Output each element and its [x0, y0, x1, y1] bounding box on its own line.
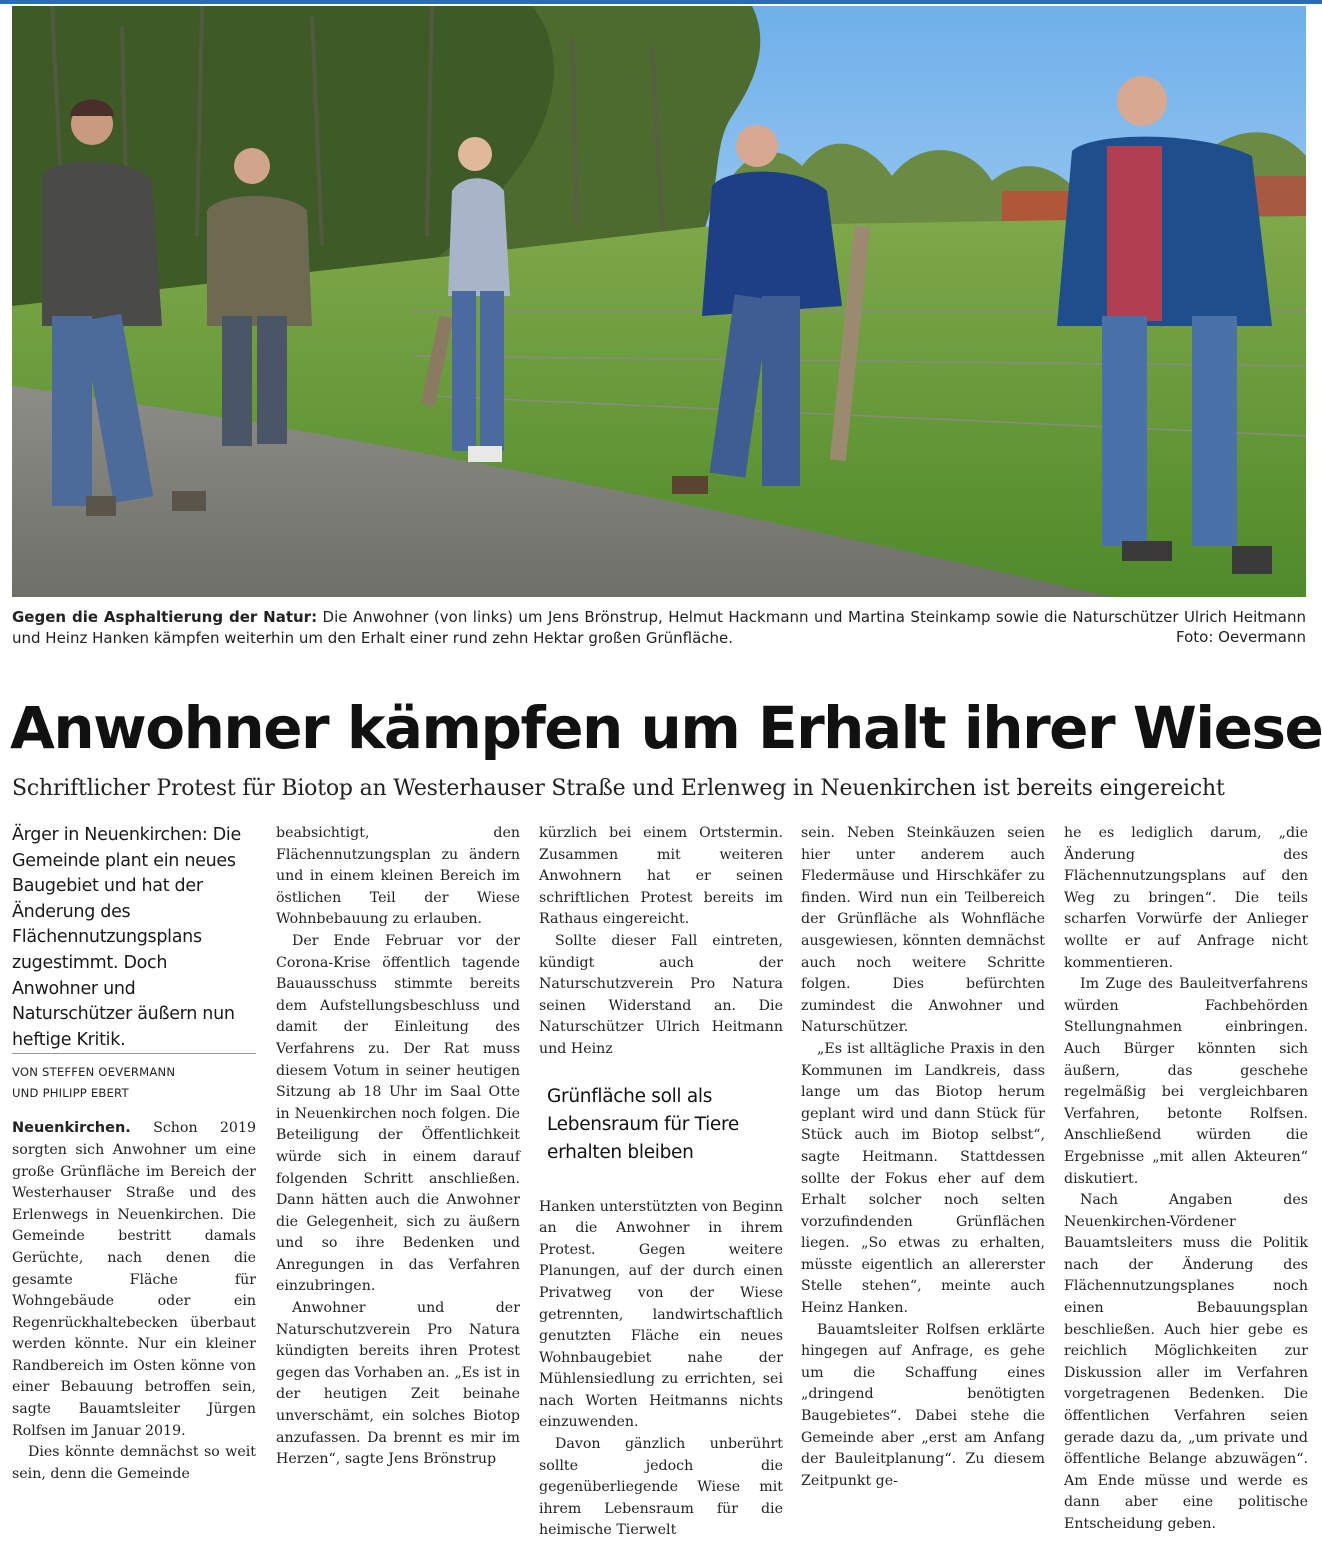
paragraph: sein. Neben Steinkäuzen seien hier unter anderem auch Fledermäuse und Hirschkäfer zu finden. Wird nun ein Teilbereich der Grünfläche als Wohnfläche ausgewiesen, könnten demnächst auch noch weitere Schritte folgen. Dies befürchten zumindest die Anwohner und Naturschützer.: [801, 825, 1045, 1036]
column-5: [1064, 823, 1308, 1536]
group-photo-icon: [12, 6, 1306, 597]
column-4: [801, 823, 1045, 1492]
column-1: [12, 823, 256, 1485]
byline-line-2: UND PHILIPP EBERT: [12, 1086, 129, 1101]
paragraph: Der Ende Februar vor der Corona-Krise öffentlich tagende Bauausschuss stimmte bereits dem Aufstellungsbeschluss und damit der Einleitung des Verfahrens zu. Der Rat muss diesem Votum in seiner heutigen Sitzung ab 18 Uhr im Saal Otte in Neuenkirchen noch folgen. Die Beteiligung der Öffentlichkeit würde sich in einem darauf folgenden Schritt anschließen. Dann hätten auch die Anwohner die Gelegenheit, sich zu äußern und so ihre Bedenken und Anregungen in das Verfahren einzubringen.: [276, 932, 520, 1295]
paragraph: he es lediglich darum, „die Änderung des Flächennutzungsplans auf den Weg zu bringen“. Die teils scharfen Vorwürfe der Anlieger wollte er auf Anfrage nicht kommentieren.: [1064, 825, 1308, 971]
dateline: Neuenkirchen.: [12, 1120, 131, 1137]
paragraph: Nach Angaben des Neuenkirchen-Vördener Bauamtsleiters muss die Politik nach der Änderung des Flächennutzungsplanes noch einen Bebauungsplan beschließen. Auch hier gebe es reichlich Möglichkeiten zur Diskussion aller im Verfahren vorgetragenen Bedenken. Die öffentlichen Verfahren seien gerade dazu da, „um private und öffentliche Belange abzuwägen“. Am Ende müsse und werde es dann aber eine politische Entscheidung geben.: [1064, 1192, 1308, 1532]
paragraph: „Es ist alltägliche Praxis in den Kommunen im Landkreis, dass lange um das Biotop herum geplant wird und dann Stück für Stück auch im Biotop selbst“, sagte Heitmann. Stattdessen sollte der Fokus eher auf dem Erhalt solcher noch selten vorzufindenden Grünflächen liegen. „So etwas zu erhalten, müsste eigentlich an allererster Stelle stehen“, meinte auch Heinz Hanken.: [801, 1040, 1045, 1317]
paragraph: kürzlich bei einem Ortstermin. Zusammen mit weiteren Anwohnern hat er seinen schriftlichen Protest bereits im Rathaus eingereicht.: [539, 825, 783, 928]
paragraph: Davon gänzlich unberührt sollte jedoch die gegenüberliegende Wiese mit ihrem Lebensraum für die heimische Tierwelt: [539, 1436, 783, 1539]
paragraph: [12, 1118, 256, 1442]
byline-rule: [12, 1053, 256, 1054]
paragraph: Bauamtsleiter Rolfsen erklärte hingegen auf Anfrage, es gehe um die Schaffung eines „dringend benötigten Baugebietes“. Dabei stehe die Gemeinde aber „erst am Anfang der Bauleitplanung“. Zu diesem Zeitpunkt ge-: [801, 1321, 1045, 1489]
caption-text: Die Anwohner (von links) um Jens Brönstrup, Helmut Hackmann und Martina Steinkamp sowie die Naturschützer Ulrich Heitmann und Heinz Hanken kämpfen weiterhin um den Erhalt einer rund zehn Hektar großen Grünfläche.: [12, 608, 1306, 647]
column-2: [276, 823, 520, 1471]
paragraph: Sollte dieser Fall eintreten, kündigt auch der Naturschutzverein Pro Natura seinen Widerstand an. Die Naturschützer Ulrich Heitmann und Heinz: [539, 932, 783, 1057]
headline: Anwohner kämpfen um Erhalt ihrer Wiese: [10, 694, 1322, 762]
paragraph: Hanken unterstützten von Beginn an die Anwohner in ihrem Protest. Gegen weitere Planungen, auf der durch einen Privatweg von der Wiese getrennten, landwirtschaftlich genutzten Fläche ein neues Wohnbaugebiet nahe der Mühlensiedlung zu errichten, sei nach Worten Heitmanns nichts einzuwenden.: [539, 1198, 783, 1431]
caption-lead: Gegen die Asphaltierung der Natur:: [12, 608, 318, 626]
teaser: Ärger in Neuenkirchen: Die Gemeinde plant ein neues Baugebiet und hat der Änderung des Flächennutzungsplans zugestimmt. Doch Anwohner und Naturschützer äußern nun heftige Kritik.: [12, 825, 241, 1050]
subheadline: Schriftlicher Protest für Biotop an Westerhauser Straße und Erlenweg in Neuenkirchen ist bereits eingereicht: [12, 776, 1225, 801]
byline-line-1: VON STEFFEN OEVERMANN: [12, 1065, 176, 1080]
intertitle: Grünfläche soll als Lebensraum für Tiere erhalten bleiben: [547, 1085, 739, 1163]
paragraph: Dies könnte demnächst so weit sein, denn die Gemeinde: [12, 1444, 256, 1482]
paragraph-text: Schon 2019 sorgten sich Anwohner um eine große Grünfläche im Bereich der Westerhauser Straße und des Erlenwegs in Neuenkirchen. Die Gemeinde bestritt damals Gerüchte, nach denen die gesamte Fläche für Wohngebäude oder ein Regenrückhaltebecken überbaut werden könnte. Nur ein kleiner Randbereich im Osten könne von einer Bebauung betroffen sein, sagte Bauamtsleiter Jürgen Rolfsen im Januar 2019.: [12, 1120, 256, 1439]
top-accent-line: [0, 0, 1322, 4]
column-3: [539, 823, 783, 1542]
photo-caption: [12, 607, 1306, 649]
paragraph: Anwohner und der Naturschutzverein Pro Natura kündigten bereits ihren Protest gegen das Vorhaben an. „Es ist in der heutigen Zeit beinahe unverschämt, ein solches Biotop anzufassen. Da brennt es mir im Herzen“, sagte Jens Brönstrup: [276, 1300, 520, 1468]
article-photo: [12, 6, 1306, 597]
paragraph: Im Zuge des Bauleitverfahrens würden Fachbehörden Stellungnahmen einbringen. Auch Bürger könnten sich äußern, das geschehe regelmäßig bei vergleichbaren Verfahren, betonte Rolfsen. Anschließend würden die Ergebnisse „mit allen Akteuren“ diskutiert.: [1064, 976, 1308, 1187]
photo-credit: Foto: Oevermann: [1175, 628, 1306, 646]
paragraph: beabsichtigt, den Flächennutzungsplan zu ändern und in einem kleinen Bereich im östlichen Teil der Wiese Wohnbebauung zu erlauben.: [276, 825, 520, 928]
byline: [12, 1062, 256, 1104]
